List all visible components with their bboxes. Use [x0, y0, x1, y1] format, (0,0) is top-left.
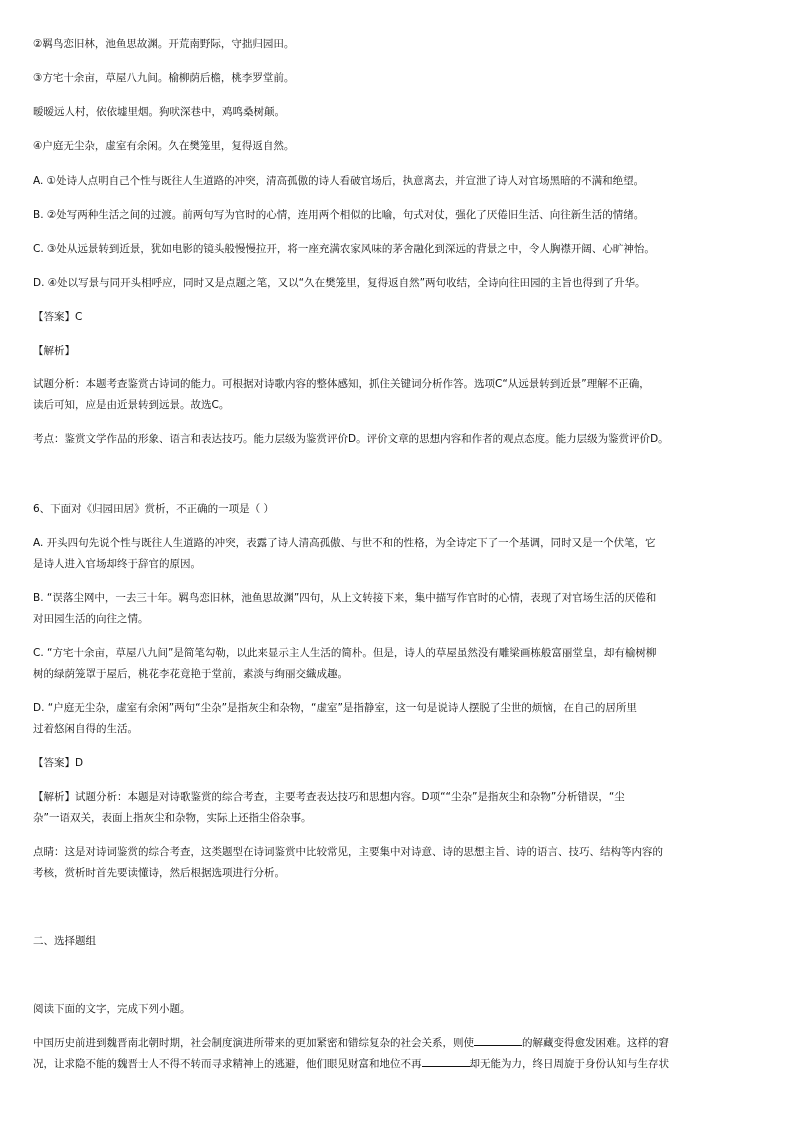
- q5-option-c: C. ③处从远景转到近景，犹如电影的镜头般慢慢拉开，将一座充满农家风味的茅舍融化到深远的背景之中，令人胸襟开阔、心旷神怡。: [33, 243, 655, 255]
- passage-line-2-text-b: 却无能为力，终日周旋于身份认知与生存状: [469, 1058, 669, 1070]
- q6-dianjing-line-2: 考核，赏析时首先要读懂诗，然后根据选项进行分析。: [33, 867, 285, 879]
- section-heading: 二、选择题组: [33, 935, 96, 947]
- q5-analysis-heading: 【解析】: [33, 345, 75, 357]
- q6-answer: 【答案】D: [33, 757, 84, 769]
- q6-option-a-line-2: 是诗人进入官场却终于辞官的原因。: [33, 558, 201, 570]
- passage-line-1: [33, 1033, 761, 1053]
- q6-option-c-line-2: 树的绿荫笼罩于屋后，桃花李花竟艳于堂前，素淡与绚丽交織成趣。: [33, 668, 348, 680]
- q6-option-b-line-1: B. “误落尘网中，一去三十年。羁鸟恋旧林，池鱼思故渊”四句，从上文转接下来，集中描写作官时的心情，表现了对官场生活的厌倦和: [33, 592, 657, 604]
- q6-option-a-line-1: A. 开头四句先说个性与既往人生道路的冲突，表露了诗人清高孤傲、与世不和的性格，为全诗定下了一个基调，同时又是一个伏笔，它: [33, 537, 656, 549]
- q5-option-b: B. ②处写两种生活之间的过渡。前两句写为官时的心情，连用两个相似的比喻，句式对仗，强化了厌倦旧生活、向往新生活的情绪。: [33, 209, 645, 221]
- passage-line-1-text-b: 的解藏变得愈发困难。这样的窘: [522, 1037, 669, 1049]
- q5-option-a: A. ①处诗人点明自己个性与既往人生道路的冲突，清高孤傲的诗人看破官场后，执意离去，并宣泄了诗人对官场黑暗的不满和绝望。: [33, 175, 645, 187]
- q5-answer: 【答案】C: [33, 311, 83, 323]
- q6-option-d-line-2: 过着悠闲自得的生活。: [33, 723, 138, 735]
- q6-dianjing-line-1: 点睛：这是对诗词鉴赏的综合考查，这类题型在诗词鉴赏中比较常见，主要集中对诗意、诗的思想主旨、诗的语言、技巧、结构等内容的: [33, 846, 663, 858]
- poem-line-2: ②羁鸟恋旧林，池鱼思故渊。开荒南野际，守拙归园田。: [33, 38, 295, 50]
- fill-blank-2: [422, 1054, 470, 1067]
- q5-analysis-line-1: 试题分析：本题考查鉴赏古诗词的能力。可根据对诗歌内容的整体感知，抓住关键词分析作答。选项C“从远景转到近景”理解不正确，: [33, 378, 650, 390]
- q5-analysis-line-2: 读后可知，应是由近景转到远景。故选C。: [33, 399, 230, 411]
- q6-analysis-line-2: 杂”一语双关，表面上指灰尘和杂物，实际上还指尘俗杂事。: [33, 812, 312, 824]
- passage-line-2-text-a: 况，让求隐不能的魏晋士人不得不转而寻求精神上的逃避，他们眼见财富和地位不再: [33, 1058, 422, 1070]
- fill-blank-1: [474, 1033, 522, 1046]
- passage-line-2: [33, 1054, 761, 1074]
- q6-option-c-line-1: C. “方宅十余亩，草屋八九间”是简笔勾勒，以此来显示主人生活的简朴。但是，诗人的草屋虽然没有雕梁画栋般富丽堂皇，却有榆树柳: [33, 647, 657, 659]
- passage-line-1-text-a: 中国历史前进到魏晋南北朝时期，社会制度演进所带来的更加紧密和错综复杂的社会关系，则使: [33, 1037, 474, 1049]
- q6-option-d-line-1: D. “户庭无尘杂，虚室有余闲”两句“尘杂”是指灰尘和杂物，“虚室”是指静室，这一句是说诗人摆脱了尘世的烦恼，在自己的居所里: [33, 702, 637, 714]
- q6-analysis-line-1: 【解析】试题分析：本题是对诗歌鉴赏的综合考查，主要考查表达技巧和思想内容。D项““尘杂”是指灰尘和杂物”分析错误，“尘: [33, 791, 625, 803]
- q6-option-b-line-2: 对田园生活的向往之情。: [33, 613, 149, 625]
- q5-kaodian: 考点：鉴赏文学作品的形象、语言和表达技巧。能力层级为鉴赏评价D。评价文章的思想内容和作者的观点态度。能力层级为鉴赏评价D。: [33, 433, 669, 445]
- poem-line-4: ④户庭无尘杂，虚室有余闲。久在樊笼里，复得返自然。: [33, 140, 295, 152]
- poem-line-3a: ③方宅十余亩，草屋八九间。榆柳荫后檐，桃李罗堂前。: [33, 72, 295, 84]
- reading-instruction: 阅读下面的文字，完成下列小题。: [33, 1003, 191, 1015]
- q5-option-d: D. ④处以写景与同开头相呼应，同时又是点题之笔，又以“久在樊笼里，复得返自然”两句收结，全诗向往田园的主旨也得到了升华。: [33, 277, 646, 289]
- q6-stem: 6、下面对《归园田居》赏析，不正确的一项是（ ）: [33, 503, 275, 515]
- poem-line-3b: 暧暧远人村，依依墟里烟。狗吠深巷中，鸡鸣桑树颠。: [33, 106, 285, 118]
